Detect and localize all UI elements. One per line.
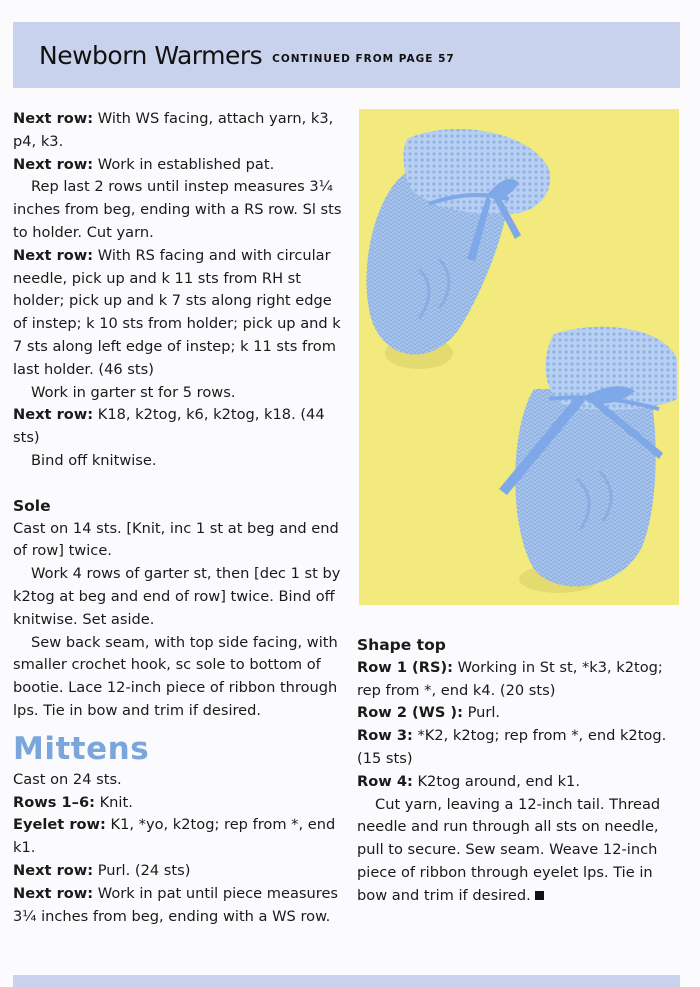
row-text: K2tog around, end k1. <box>412 772 580 790</box>
row-text: Work in established pat. <box>93 155 275 173</box>
row-text: Purl. (24 sts) <box>93 861 191 879</box>
row-text: With RS facing and with circular needle, pick up and k 11 sts from RH st holder; pick up and k 7 sts along right edge of instep; k 10 sts from holder; pick up and k 7 sts along left edge of instep; k 11 sts from last holder. (46 sts) <box>13 246 341 378</box>
instruction-row <box>357 657 687 703</box>
instruction-row <box>357 702 687 725</box>
finishing-paragraph <box>357 794 687 908</box>
instruction-row <box>13 814 343 860</box>
mittens-illustration <box>359 109 679 605</box>
instruction-row <box>357 725 687 771</box>
row-label: Next row: <box>13 406 94 424</box>
row-label: Rows 1–6: <box>13 793 95 811</box>
instruction-row <box>13 245 343 382</box>
mitten-bottom <box>499 327 677 593</box>
row-text: K1, *yo, k2tog; rep from *, end k1. <box>13 816 336 857</box>
row-label: Row 3: <box>357 727 413 745</box>
instruction-row <box>357 771 687 794</box>
footer-band <box>13 975 680 987</box>
row-label: Eyelet row: <box>13 816 106 834</box>
row-label: Next row: <box>13 110 94 127</box>
row-label: Next row: <box>13 246 94 264</box>
instruction-row <box>13 108 343 154</box>
sole-paragraph: Sew back seam, with top side facing, with smaller crochet hook, sc sole to bottom of bootie. Lace 12-inch piece of ribbon through lps. Tie in bow and trim if desired. <box>13 633 338 719</box>
row-label: Row 1 (RS): <box>357 658 453 676</box>
instruction-paragraph: Bind off knitwise. <box>31 451 157 469</box>
instruction-row <box>13 792 343 815</box>
right-column <box>357 634 687 908</box>
row-label: Next row: <box>13 884 94 902</box>
continued-from: CONTINUED FROM PAGE 57 <box>272 53 455 65</box>
mittens-cast-on: Cast on 24 sts. <box>13 770 122 788</box>
sole-paragraph: Work 4 rows of garter st, then [dec 1 st by k2tog at beg and end of row] twice. Bind off knitwise. Set aside. <box>13 565 341 628</box>
row-text: Work in pat until piece measures 3¼ inches from beg, ending with a WS row. <box>13 884 339 925</box>
row-text: *K2, k2tog; rep from *, end k2tog. (15 sts) <box>357 727 667 767</box>
finishing-text: Cut yarn, leaving a 12-inch tail. Thread needle and run through all sts on needle, pull to secure. Sew seam. Weave 12-inch piece of ribbon through eyelet lps. Tie in bow and trim if desired. <box>357 795 661 904</box>
title-text: Newborn Warmers <box>39 41 263 70</box>
sole-paragraph: Cast on 14 sts. [Knit, inc 1 st at beg and end of row] twice. <box>13 519 339 560</box>
sole-heading: Sole <box>13 496 51 515</box>
mittens-photo <box>359 109 679 605</box>
instruction-row <box>13 154 343 177</box>
instruction-row <box>13 883 343 929</box>
row-label: Next row: <box>13 155 94 173</box>
row-text: Working in St st, *k3, k2tog; rep from *, end k4. (20 sts) <box>357 658 663 699</box>
row-text: With WS facing, attach yarn, k3, p4, k3. <box>13 110 334 150</box>
instruction-row <box>13 860 343 883</box>
row-label: Row 2 (WS ): <box>357 704 463 722</box>
page-title <box>39 41 455 70</box>
mitten-top <box>366 129 550 369</box>
mittens-heading: Mittens <box>13 730 150 767</box>
header-band <box>13 22 680 88</box>
row-text: K18, k2tog, k6, k2tog, k18. (44 sts) <box>13 406 325 447</box>
row-text: Purl. <box>462 704 501 722</box>
instruction-row <box>13 404 343 450</box>
instruction-paragraph: Work in garter st for 5 rows. <box>31 383 236 401</box>
instruction-paragraph: Rep last 2 rows until instep measures 3¼ inches from beg, ending with a RS row. Sl sts to holder. Cut yarn. <box>13 178 342 241</box>
row-label: Row 4: <box>357 772 413 790</box>
row-text: Knit. <box>94 793 133 811</box>
shape-top-heading: Shape top <box>357 636 446 654</box>
row-label: Next row: <box>13 861 94 879</box>
end-mark-icon <box>535 891 544 900</box>
left-column <box>13 108 343 928</box>
